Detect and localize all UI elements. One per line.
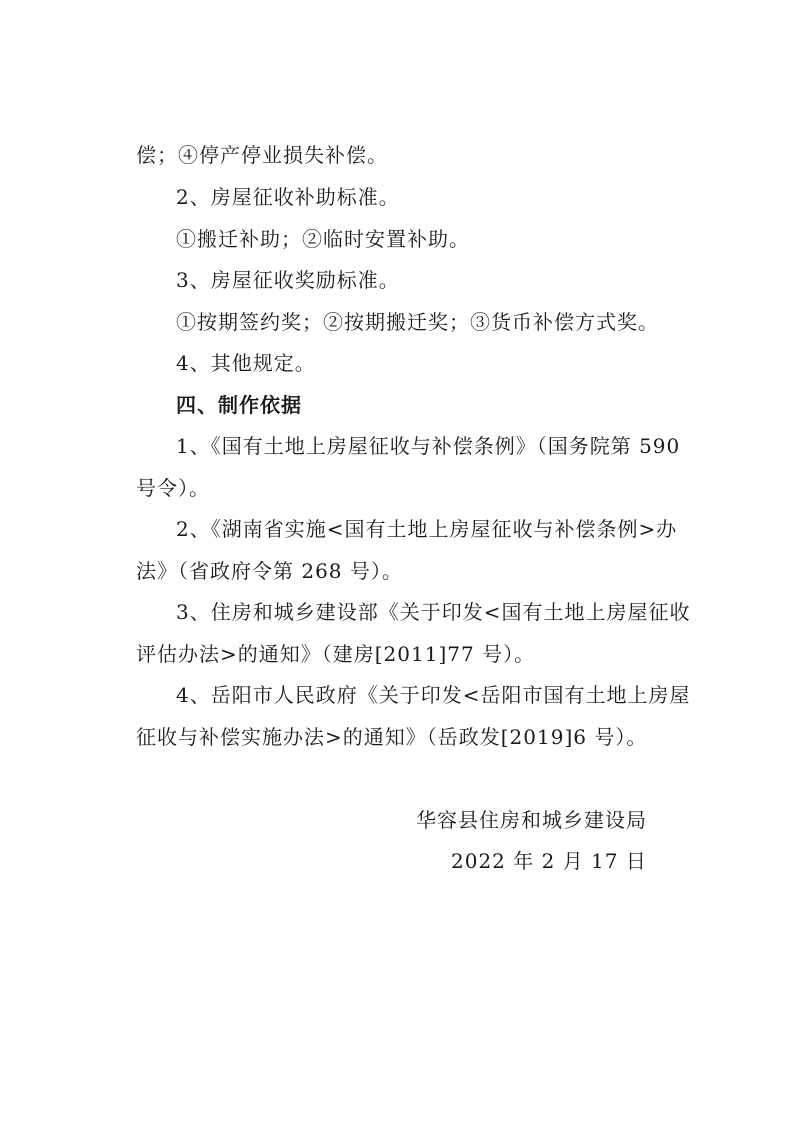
paragraph-line: 号令）。 [136,476,210,500]
paragraph-line: 1、《国有土地上房屋征收与补偿条例》（国务院第 590 [176,434,681,458]
paragraph-line: 征收与补偿实施办法>的通知》（岳政发[2019]6 号）。 [136,725,648,749]
paragraph-line: 评估办法>的通知》（建房[2011]77 号）。 [136,642,536,666]
paragraph-line: 法》（省政府令第 268 号）。 [136,559,403,583]
paragraph-line: 3、房屋征收奖励标准。 [176,268,400,292]
paragraph-line: 偿；④停产停业损失补偿。 [136,143,388,167]
paragraph-line: ①搬迁补助；②临时安置补助。 [176,227,470,251]
paragraph-line: 4、岳阳市人民政府《关于印发<岳阳市国有土地上房屋 [176,683,691,707]
section-heading: 四、制作依据 [176,393,302,417]
paragraph-line: 2、《湖南省实施<国有土地上房屋征收与补偿条例>办 [176,517,678,541]
paragraph-line: ①按期签约奖；②按期搬迁奖；③货币补偿方式奖。 [176,310,659,334]
paragraph-line: 2、房屋征收补助标准。 [176,185,400,209]
paragraph-line: 3、住房和城乡建设部《关于印发<国有土地上房屋征收 [176,600,691,624]
signature-date: 2022 年 2 月 17 日 [451,849,647,873]
signature-organization: 华容县住房和城乡建设局 [416,808,647,832]
paragraph-line: 4、其他规定。 [176,351,316,375]
